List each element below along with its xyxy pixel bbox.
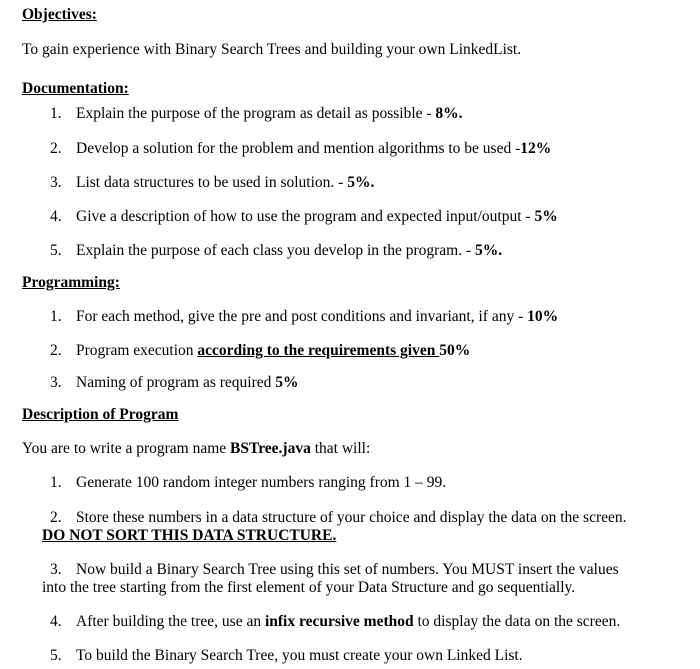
doc-item-2: 2. Develop a solution for the problem and mention algorithms to be used -12%	[50, 140, 552, 157]
description-intro: You are to write a program name BSTree.java that will:	[22, 440, 371, 457]
prog-item-1: 1. For each method, give the pre and post conditions and invariant, if any - 10%	[50, 308, 559, 325]
objectives-heading: Objectives:	[22, 6, 97, 23]
desc-item-1: 1. Generate 100 random integer numbers ranging from 1 – 99.	[50, 474, 447, 491]
desc-item-3: 3. Now build a Binary Search Tree using this set of numbers. You MUST insert the values	[50, 561, 619, 578]
desc-item-5: 5. To build the Binary Search Tree, you must create your own Linked List.	[50, 647, 523, 664]
desc-item-2-warning: DO NOT SORT THIS DATA STRUCTURE.	[42, 527, 337, 544]
documentation-heading: Documentation:	[22, 80, 129, 97]
desc-item-2: 2. Store these numbers in a data structure of your choice and display the data on the screen.	[50, 509, 627, 526]
doc-item-3: 3. List data structures to be used in solution. - 5%.	[50, 174, 375, 191]
desc-item-4: 4. After building the tree, use an infix recursive method to display the data on the screen.	[50, 613, 621, 630]
desc-item-3-line2: into the tree starting from the first element of your Data Structure and go sequentially.	[42, 579, 576, 596]
description-heading: Description of Program	[22, 406, 179, 423]
programming-heading: Programming:	[22, 274, 120, 291]
prog-item-2: 2. Program execution according to the requirements given 50%	[50, 342, 471, 359]
doc-item-5: 5. Explain the purpose of each class you develop in the program. - 5%.	[50, 242, 503, 259]
doc-item-4: 4. Give a description of how to use the program and expected input/output - 5%	[50, 208, 558, 225]
doc-item-1: 1. Explain the purpose of the program as detail as possible - 8%.	[50, 105, 463, 122]
objectives-text: To gain experience with Binary Search Trees and building your own LinkedList.	[22, 41, 522, 58]
prog-item-3: 3. Naming of program as required 5%	[50, 374, 299, 391]
